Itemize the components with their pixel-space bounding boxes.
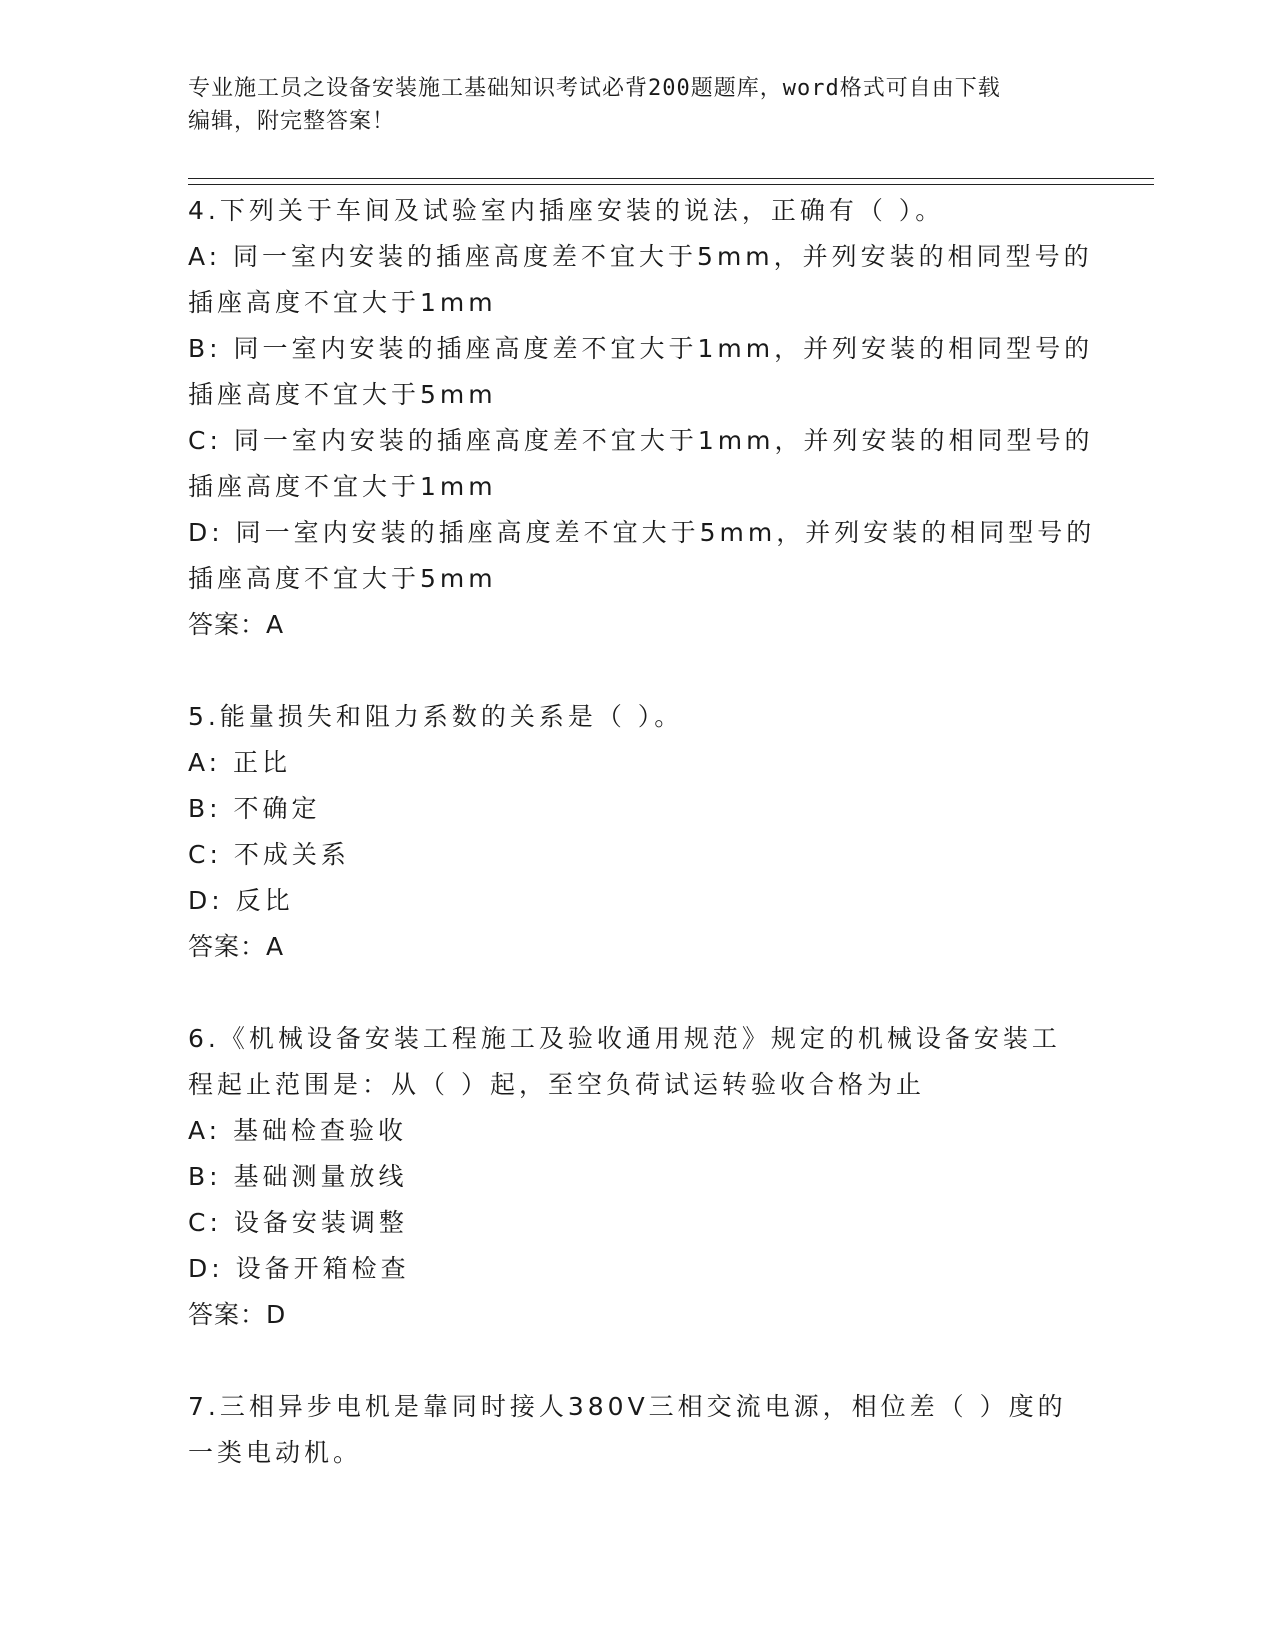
option-a: A: 正比: [188, 748, 292, 777]
option-d-line-2: 插座高度不宜大于5mm: [188, 564, 497, 593]
question-7: [188, 1384, 1088, 1476]
option-b: B: 不确定: [188, 794, 321, 823]
spacer: [188, 648, 1088, 694]
spacer: [188, 970, 1088, 1016]
option-b-line-1: B: 同一室内安装的插座高度差不宜大于1mm，并列安装的相同型号的: [188, 334, 1094, 363]
option-d-line-1: D: 同一室内安装的插座高度差不宜大于5mm，并列安装的相同型号的: [188, 518, 1096, 547]
option-d: D: 反比: [188, 886, 294, 915]
question-stem-line-2: 一类电动机。: [188, 1438, 363, 1467]
question-stem-line-2: 程起止范围是：从（ ）起，至空负荷试运转验收合格为止: [188, 1070, 925, 1099]
answer-label: 答案：D: [188, 1300, 287, 1329]
question-stem-line-1: 6.《机械设备安装工程施工及验收通用规范》规定的机械设备安装工: [188, 1024, 1061, 1053]
option-b: B: 基础测量放线: [188, 1162, 408, 1191]
option-b-line-2: 插座高度不宜大于5mm: [188, 380, 497, 409]
option-a-line-2: 插座高度不宜大于1mm: [188, 288, 497, 317]
option-c: C: 不成关系: [188, 840, 350, 869]
question-stem: 4.下列关于车间及试验室内插座安装的说法，正确有（ ）。: [188, 196, 945, 225]
header-divider-top: [188, 178, 1154, 179]
question-stem: 5.能量损失和阻力系数的关系是（ ）。: [188, 702, 684, 731]
option-d: D: 设备开箱检查: [188, 1254, 410, 1283]
option-c: C: 设备安装调整: [188, 1208, 408, 1237]
option-c-line-1: C: 同一室内安装的插座高度差不宜大于1mm，并列安装的相同型号的: [188, 426, 1094, 455]
question-5: [188, 694, 1088, 970]
option-c-line-2: 插座高度不宜大于1mm: [188, 472, 497, 501]
question-6: [188, 1016, 1088, 1338]
header-divider-bottom: [188, 184, 1154, 185]
answer-label: 答案：A: [188, 610, 285, 639]
document-header: [188, 72, 1088, 138]
question-4: [188, 188, 1096, 648]
header-line-1: 专业施工员之设备安装施工基础知识考试必背200题题库，word格式可自由下载: [188, 76, 1001, 101]
option-a: A: 基础检查验收: [188, 1116, 408, 1145]
question-stem-line-1: 7.三相异步电机是靠同时接人380V三相交流电源，相位差（ ）度的: [188, 1392, 1067, 1421]
answer-label: 答案：A: [188, 932, 285, 961]
spacer: [188, 1338, 1088, 1384]
question-list: [188, 188, 1096, 1476]
header-line-2: 编辑，附完整答案！: [188, 109, 396, 134]
option-a-line-1: A: 同一室内安装的插座高度差不宜大于5mm，并列安装的相同型号的: [188, 242, 1093, 271]
